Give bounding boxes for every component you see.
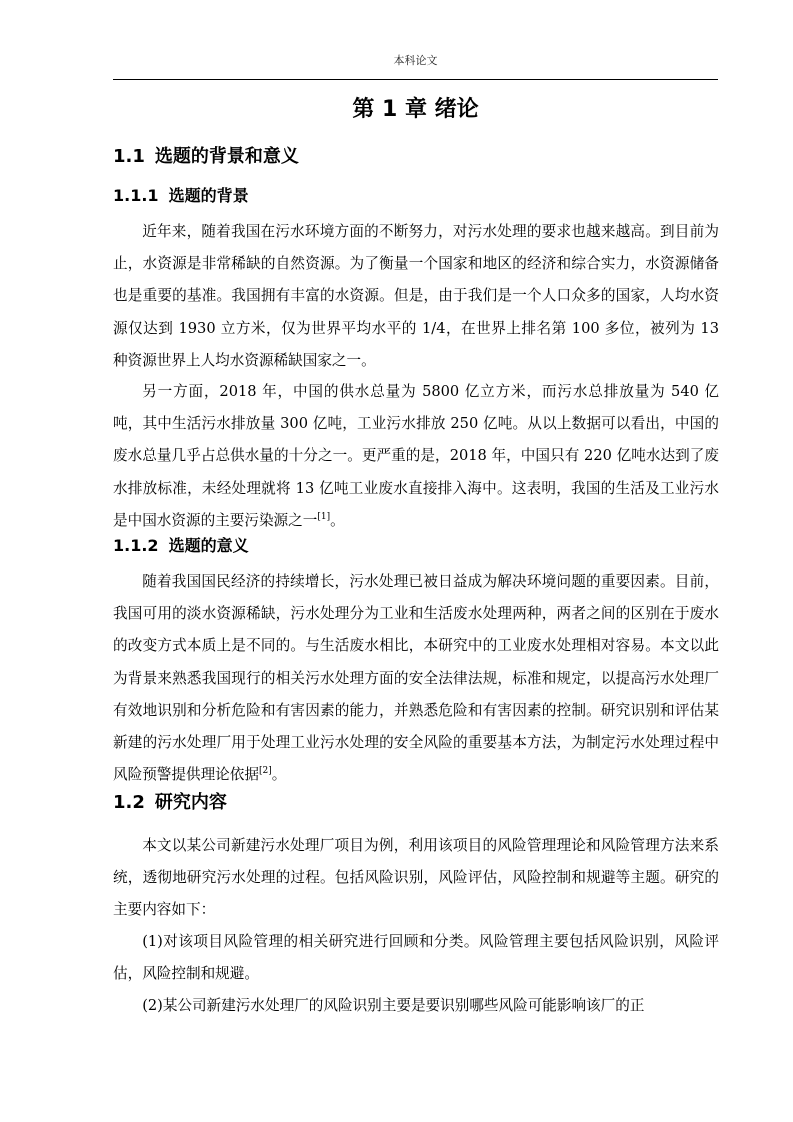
section-number: 1.2 — [113, 792, 145, 813]
section-heading-1-1-1 — [113, 184, 249, 208]
paragraph-text: 随着我国国民经济的持续增长，污水处理已被日益成为解决环境问题的重要因素。目前，我国可用的淡水资源稀缺，污水处理分为工业和生活废水处理两种，两者之间的区别在于废水的改变方式本质上是不同的。与生活废水相比，本研究中的工业废水处理相对容易。本文以此为背景来熟悉我国现行的相关污水处理方面的安全法律法规，标准和规定，以提高污水处理厂有效地识别和分析危险和有害因素的能力，并熟悉危险和有害因素的控制。研究识别和评估某新建的污水处理厂用于处理工业污水处理的安全风险的重要基本方法，为制定污水处理过程中风险预警提供理论依据 — [113, 573, 719, 784]
paragraph-end: 。 — [271, 766, 287, 784]
section-number: 1.1.2 — [113, 536, 159, 555]
header-divider — [113, 79, 718, 80]
section-title: 研究内容 — [154, 792, 227, 813]
section-number: 1.1.1 — [113, 186, 159, 205]
paragraph-end: 。 — [330, 511, 345, 529]
paragraph-research-item-2: (2)某公司新建污水处理厂的风险识别主要是要识别哪些风险可能影响该厂的正 — [142, 997, 645, 1014]
paragraph-research-intro: 本文以某公司新建污水处理厂项目为例，利用该项目的风险管理理论和风险管理方法来系统，透彻地研究污水处理的过程。包括风险识别，风险评估，风险控制和规避等主题。研究的主要内容如下： — [113, 837, 719, 919]
section-number: 1.1 — [113, 146, 145, 167]
section-title: 选题的背景 — [168, 186, 249, 205]
section-heading-1-1 — [113, 144, 299, 170]
citation-ref: [1] — [317, 511, 331, 522]
citation-ref: [2] — [258, 766, 272, 777]
page-header: 本科论文 — [393, 54, 438, 67]
section-heading-1-2 — [113, 790, 227, 816]
section-title: 选题的背景和意义 — [154, 146, 299, 167]
section-heading-1-1-2 — [113, 534, 249, 558]
paragraph-background-1: 近年来，随着我国在污水环境方面的不断努力，对污水处理的要求也越来越高。到目前为止，水资源是非常稀缺的自然资源。为了衡量一个国家和地区的经济和综合实力，水资源储备也是重要的基准。我国拥有丰富的水资源。但是，由于我们是一个人口众多的国家，人均水资源仅达到 1930 立方米，仅为世界平均水平的 1/4，在世界上排名第 100 多位，被列为 13 种资源世界上人均水资源稀缺国家之一。 — [113, 223, 719, 369]
paragraph-text: 另一方面，2018 年，中国的供水总量为 5800 亿立方米，而污水总排放量为 540 亿吨，其中生活污水排放量 300 亿吨，工业污水排放 250 亿吨。从以上数据可以看出，中国的废水总量几乎占总供水量的十分之一。更严重的是，2018 年，中国只有 220 亿吨水达到了废水排放标准，未经处理就将 13 亿吨工业废水直接排入海中。这表明，我国的生活及工业污水是中国水资源的主要污染源之一 — [113, 383, 719, 529]
chapter-title: 第 1 章 绪论 — [352, 97, 479, 122]
paragraph-background-2 — [113, 376, 719, 537]
paragraph-research-item-1: (1)对该项目风险管理的相关研究进行回顾和分类。风险管理主要包括风险识别，风险评估，风险控制和规避。 — [113, 933, 719, 983]
section-title: 选题的意义 — [168, 536, 249, 555]
paragraph-significance — [113, 566, 719, 791]
